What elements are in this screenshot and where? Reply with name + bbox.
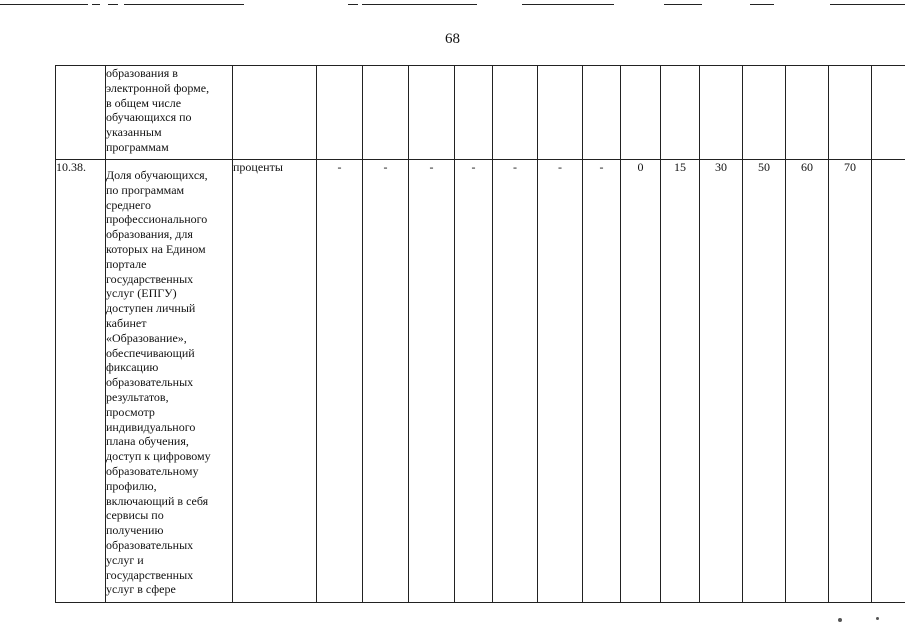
scan-top-line bbox=[108, 4, 118, 5]
value-cell: - bbox=[363, 160, 409, 603]
value-cell bbox=[872, 66, 905, 160]
scan-speck bbox=[838, 618, 842, 622]
value-cell bbox=[743, 66, 786, 160]
scan-top-line bbox=[522, 4, 614, 5]
indicator-table bbox=[55, 65, 905, 603]
scan-top-line bbox=[664, 4, 702, 5]
row-code bbox=[56, 66, 106, 160]
value-cell bbox=[538, 66, 583, 160]
value-cell: 50 bbox=[743, 160, 786, 603]
indicator-name: Доля обучающихся, по программам среднего профессионального образования, для которых на Едином портале государственных услуг (ЕПГУ) доступен личный кабинет «Образование», обеспечивающий фиксацию образовательных результатов, просмотр индивидуального плана обучения, доступ к цифровому образовательному профилю, включающий в себя сервисы по получению образовательных услуг и государственных услуг в сфере bbox=[106, 160, 233, 603]
value-cell: 70 bbox=[829, 160, 872, 603]
value-cell bbox=[455, 66, 493, 160]
scan-top-line bbox=[830, 4, 905, 5]
value-cell: - bbox=[317, 160, 363, 603]
value-cell: - bbox=[409, 160, 455, 603]
value-cell: 0 bbox=[621, 160, 661, 603]
value-cell bbox=[661, 66, 700, 160]
scan-top-line bbox=[362, 4, 477, 5]
page-number: 68 bbox=[445, 31, 460, 47]
value-cell: 60 bbox=[786, 160, 829, 603]
value-cell bbox=[493, 66, 538, 160]
value-cell: 15 bbox=[661, 160, 700, 603]
unit-of-measure: проценты bbox=[233, 160, 317, 603]
table-row bbox=[56, 66, 905, 160]
value-cell bbox=[786, 66, 829, 160]
value-cell bbox=[700, 66, 743, 160]
table-row bbox=[56, 160, 905, 603]
value-cell bbox=[317, 66, 363, 160]
value-cell: 30 bbox=[700, 160, 743, 603]
scan-top-line bbox=[0, 4, 88, 5]
value-cell bbox=[872, 160, 905, 603]
unit-of-measure bbox=[233, 66, 317, 160]
value-cell: - bbox=[455, 160, 493, 603]
value-cell: - bbox=[538, 160, 583, 603]
scan-speck bbox=[876, 617, 879, 620]
scan-top-line bbox=[348, 4, 358, 5]
value-cell bbox=[583, 66, 621, 160]
value-cell: - bbox=[493, 160, 538, 603]
value-cell bbox=[621, 66, 661, 160]
value-cell bbox=[409, 66, 455, 160]
scan-top-line bbox=[124, 4, 244, 5]
value-cell bbox=[829, 66, 872, 160]
value-cell bbox=[363, 66, 409, 160]
indicator-name: образования в электронной форме, в общем числе обучающихся по указанным программам bbox=[106, 66, 233, 160]
row-code: 10.38. bbox=[56, 160, 106, 603]
value-cell: - bbox=[583, 160, 621, 603]
scan-top-line bbox=[92, 4, 100, 5]
scan-top-line bbox=[750, 4, 774, 5]
